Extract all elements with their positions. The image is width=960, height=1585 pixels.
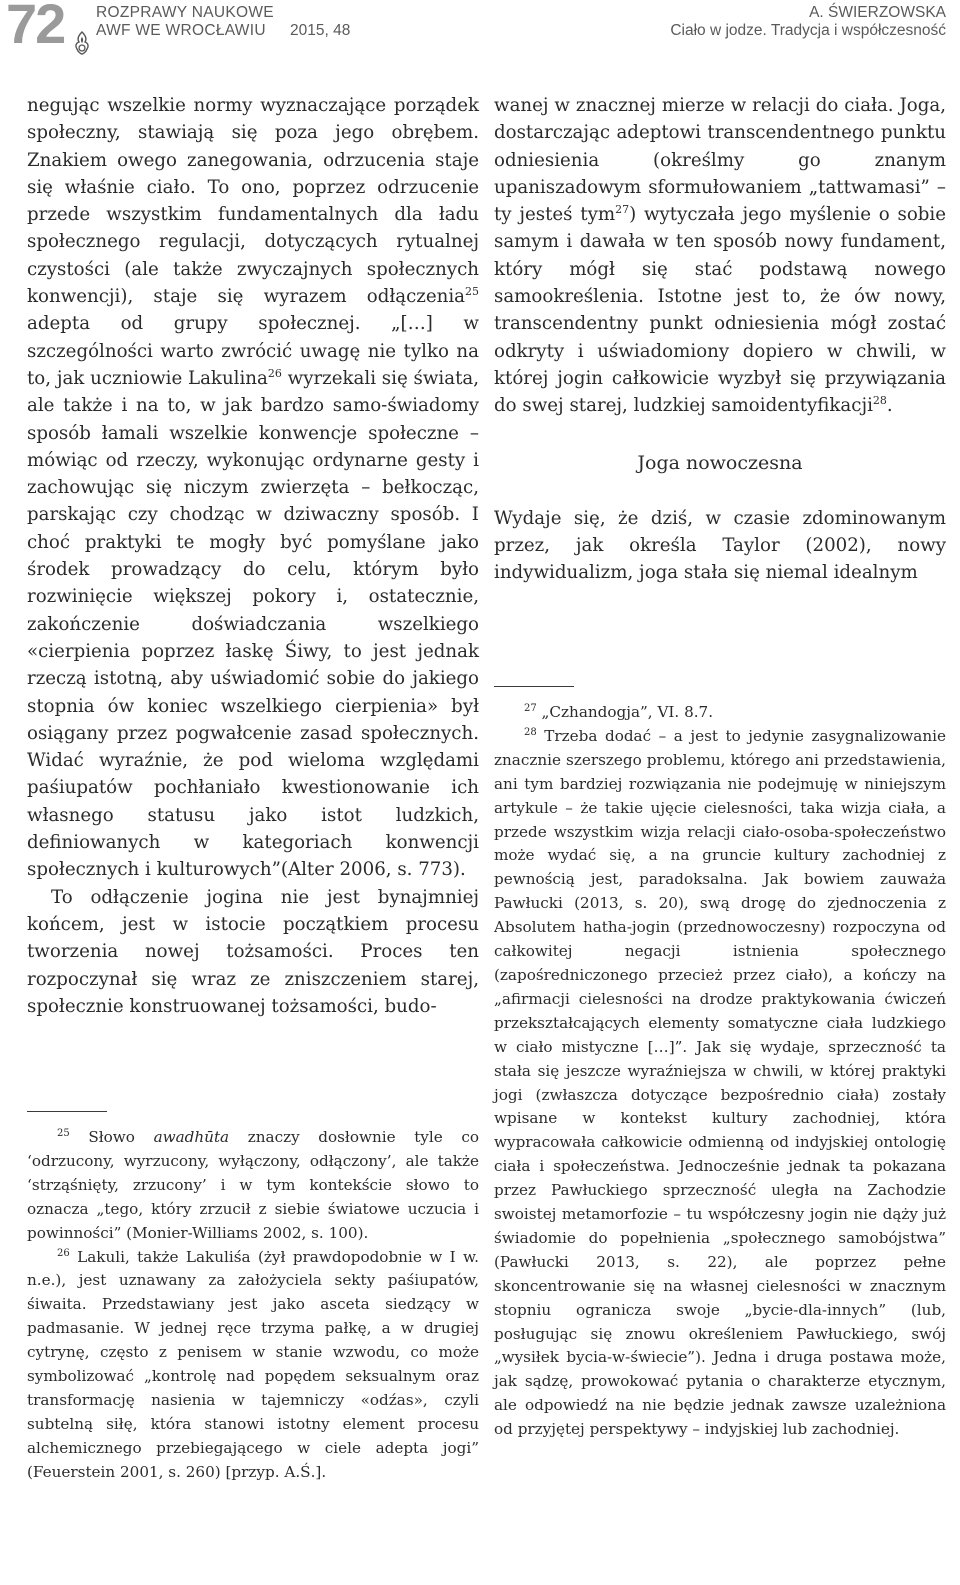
journal-name xyxy=(96,4,274,40)
footnote-ref-25[interactable]: 25 xyxy=(465,285,479,299)
footnote-separator xyxy=(27,1111,107,1112)
journal-name-line-1: ROZPRAWY NAUKOWE xyxy=(96,4,274,21)
footnote-ref-28[interactable]: 28 xyxy=(872,394,887,408)
left-footnotes xyxy=(27,1111,479,1485)
footnote-ref-27[interactable]: 27 xyxy=(615,203,630,217)
footnote-26-text: Lakuli, także Lakuliśa (żył prawdopodobnie w I w. n.e.), jest uznawany za założyciela sekty paśiupatów, śiwaita. Przedstawiany jest jako asceta siedzący w padmasanie. W jednej ręce trzyma pałkę, a w drugiej cytrynę, często z penisem w stanie wzwodu, co może symbolizować „kontrolę nad popędem seksualnym oraz transformację nasienia w tajemniczy «odźas», czyli subtelną siłę, która stanowi istotny element procesu alchemicznego przebiegającego w ciele adepta jogi” (Feuerstein 2001, s. 260) [przyp. A.Ś.]. xyxy=(27,1247,479,1481)
footnote-25-term: awadhūta xyxy=(153,1128,230,1146)
article-info xyxy=(670,4,946,40)
right-p1-text-a: wanej w znacznej mierze w relacji do ciała. Joga, dostarczając adeptowi transcendentnego punktu odniesienia (określmy go znanym upaniszadowym sformułowaniem „tattwamasi” – ty jesteś tym xyxy=(494,95,946,226)
article-author: A. ŚWIERZOWSKA xyxy=(809,4,946,21)
journal-name-line-2: AWF WE WROCŁAWIU xyxy=(96,22,266,39)
right-paragraph-1 xyxy=(494,92,946,420)
right-column xyxy=(494,92,946,586)
right-p1-text-b: ) wytyczała jego myślenie o sobie samym i dawała w ten sposób nowy fundament, który mógł się stać podstawą nowego samookreślenia. Istotne jest to, że ów nowy, transcendentny punkt odniesienia mógł zostać odkryty i uświadomiony dopiero w chwili, w której jogin całkowicie wyzbył się przywiązania do swej starej, ludzkiej samoidentyfikacji xyxy=(494,204,946,417)
article-title: Ciało w jodze. Tradycja i współczesność xyxy=(670,22,946,39)
footnote-ref-26[interactable]: 26 xyxy=(267,366,282,380)
journal-year: 2015, 48 xyxy=(290,22,351,39)
footnote-28-number: 28 xyxy=(524,726,537,738)
footnote-25-text-b: znaczy dosłownie tyle co ‘odrzucony, wyrzucony, wyłączony, odłączony’, ale także ‘strząśnięty, zrzucony’ i w tym kontekście słowo to oznacza „tego, który zrzucił z siebie światowe uczucia i powinności” (Monier-Williams 2002, s. 100). xyxy=(27,1128,479,1242)
footnote-27 xyxy=(494,701,946,725)
footnote-25 xyxy=(27,1126,479,1246)
footnote-26 xyxy=(27,1246,479,1485)
footnote-26-number: 26 xyxy=(57,1247,70,1259)
page-number: 72 xyxy=(6,0,65,55)
page-header xyxy=(0,0,960,56)
section-heading: Joga nowoczesna xyxy=(637,451,803,474)
footnote-separator xyxy=(494,686,574,687)
left-p1-text-b: adepta od grupy społecznej. „[…] w szczególności warto zwrócić uwagę nie tylko na to, jak uczniowie Lakulina xyxy=(27,313,479,389)
footnote-28-text: Trzeba dodać – a jest to jedynie zasygnalizowanie znacznie szerszego problemu, którego ani przedstawienia, ani tym bardziej rozwiązania nie podejmuję w niniejszym artykule – że takie ujęcie cielesności, taka wizja ciała, a przede wszystkim wizja relacji ciało-osoba-społeczeństwo może wydać się, a na gruncie kultury zachodniej z pewnością jest, paradoksalna. Jak bowiem zauważa Pawłucki (2013, s. 20), swą drogę do zjednoczenia z Absolutem hatha-jogin (przednowoczesny) rozpoczyna od całkowitej negacji istnienia społecznego (zapośredniczonego przecież przez ciało), a kończy na „afirmacji cielesności na drodze praktykowania ćwiczeń przekształcających elementy somatyczne ciała ludzkiego w ciało mistyczne […]”. Jak się wydaje, sprzeczność ta stała się jeszcze wyraźniejsza w chwili, w której praktyki jogi (zwłaszcza dotyczące bezpośrednio ciała) zostały wpisane w kontekst kultury zachodniej, która wypracowała całkowicie odmienną od indyjskiej ontologię ciała i społeczeństwa. Jednocześnie jednak ta pokazana przez Pawłuckiego sprzeczność uległa na Zachodzie swoistej metamorfozie – tu współczesny jogin nie dąży już świadomie do popełnienia „społecznego samobójstwa” (Pawłucki 2013, s. 22), ale poprzez pełne skoncentrowanie się na własnej cielesności w znacznym stopniu ogranicza swoje „bycie-dla-innych” (lub, posługując się znowu określeniem Pawłuckiego, swój „wysiłek bycia-w-świecie”). Jedna i druga postawa może, jak sądzę, prowokować pytania o charakterze etycznym, ale odpowiedź na nie będzie jednak zawsze uzależniona od przyjętej perspektywy – indyjskiej lub zachodniej. xyxy=(494,726,946,1439)
left-column xyxy=(27,92,479,1020)
journal-logo-icon xyxy=(72,30,92,56)
footnote-27-text: „Czhandogja”, VI. 8.7. xyxy=(536,703,714,721)
right-paragraph-2: Wydaje się, że dziś, w czasie zdominowanym przez, jak określa Taylor (2002), nowy indywidualizm, joga stała się niemal idealnym xyxy=(494,507,946,584)
left-p1-text-a: negując wszelkie normy wyznaczające porządek społeczny, stawiają się poza jego obrębem. Znakiem owego zanegowania, odrzucenia staje się właśnie ciało. To ono, poprzez odrzucenie przede wszystkim fundamentalnych dla ładu społecznego regulacji, dotyczących rytualnej czystości (ale także zwyczajnych społecznych konwencji), staje się wyrazem odłączenia xyxy=(27,95,479,308)
footnote-27-number: 27 xyxy=(524,702,537,714)
right-footnotes xyxy=(494,686,946,1442)
footnote-28 xyxy=(494,725,946,1442)
left-paragraph-1 xyxy=(27,92,479,884)
footnote-25-number: 25 xyxy=(57,1127,70,1139)
right-p1-text-c: . xyxy=(886,395,893,417)
left-p1-text-c: wyrzekali się świata, ale także i na to, w jak bardzo samo-świadomy sposób łamali wszelkie konwencje społeczne – mówiąc od rzeczy, wykonując ordynarne gesty i zachowując się niczym zwierzęta – bełkocząc, parskając czy chodząc w dziwaczny sposób. I choć praktyki te mogły być pomyślane jako środek prowadzący do celu, którym było rozwinięcie większej pokory i, ostatecznie, zakończenie doświadczania wszelkiego «cierpienia poprzez łaskę Śiwy, to jest jednak rzeczą istotną, aby uświadomić sobie do jakiego stopnia ów koniec wszelkiego cierpienia» był osiągany przez pogwałcenie zasad społecznych. Widać wyraźnie, że pod wieloma względami paśiupatów pochłaniało kwestionowanie ich własnego statusu jako istot ludzkich, definiowanych w kategoriach konwencji społecznych i kulturowych”(Alter 2006, s. 773). xyxy=(27,367,479,881)
footnote-25-text-a: Słowo xyxy=(69,1128,154,1146)
left-paragraph-2: To odłączenie jogina nie jest bynajmniej końcem, jest w istocie początkiem procesu tworzenia nowej tożsamości. Proces ten rozpoczynał się wraz ze zniszczeniem starej, społecznie konstruowanej tożsamości, budo- xyxy=(27,886,479,1017)
